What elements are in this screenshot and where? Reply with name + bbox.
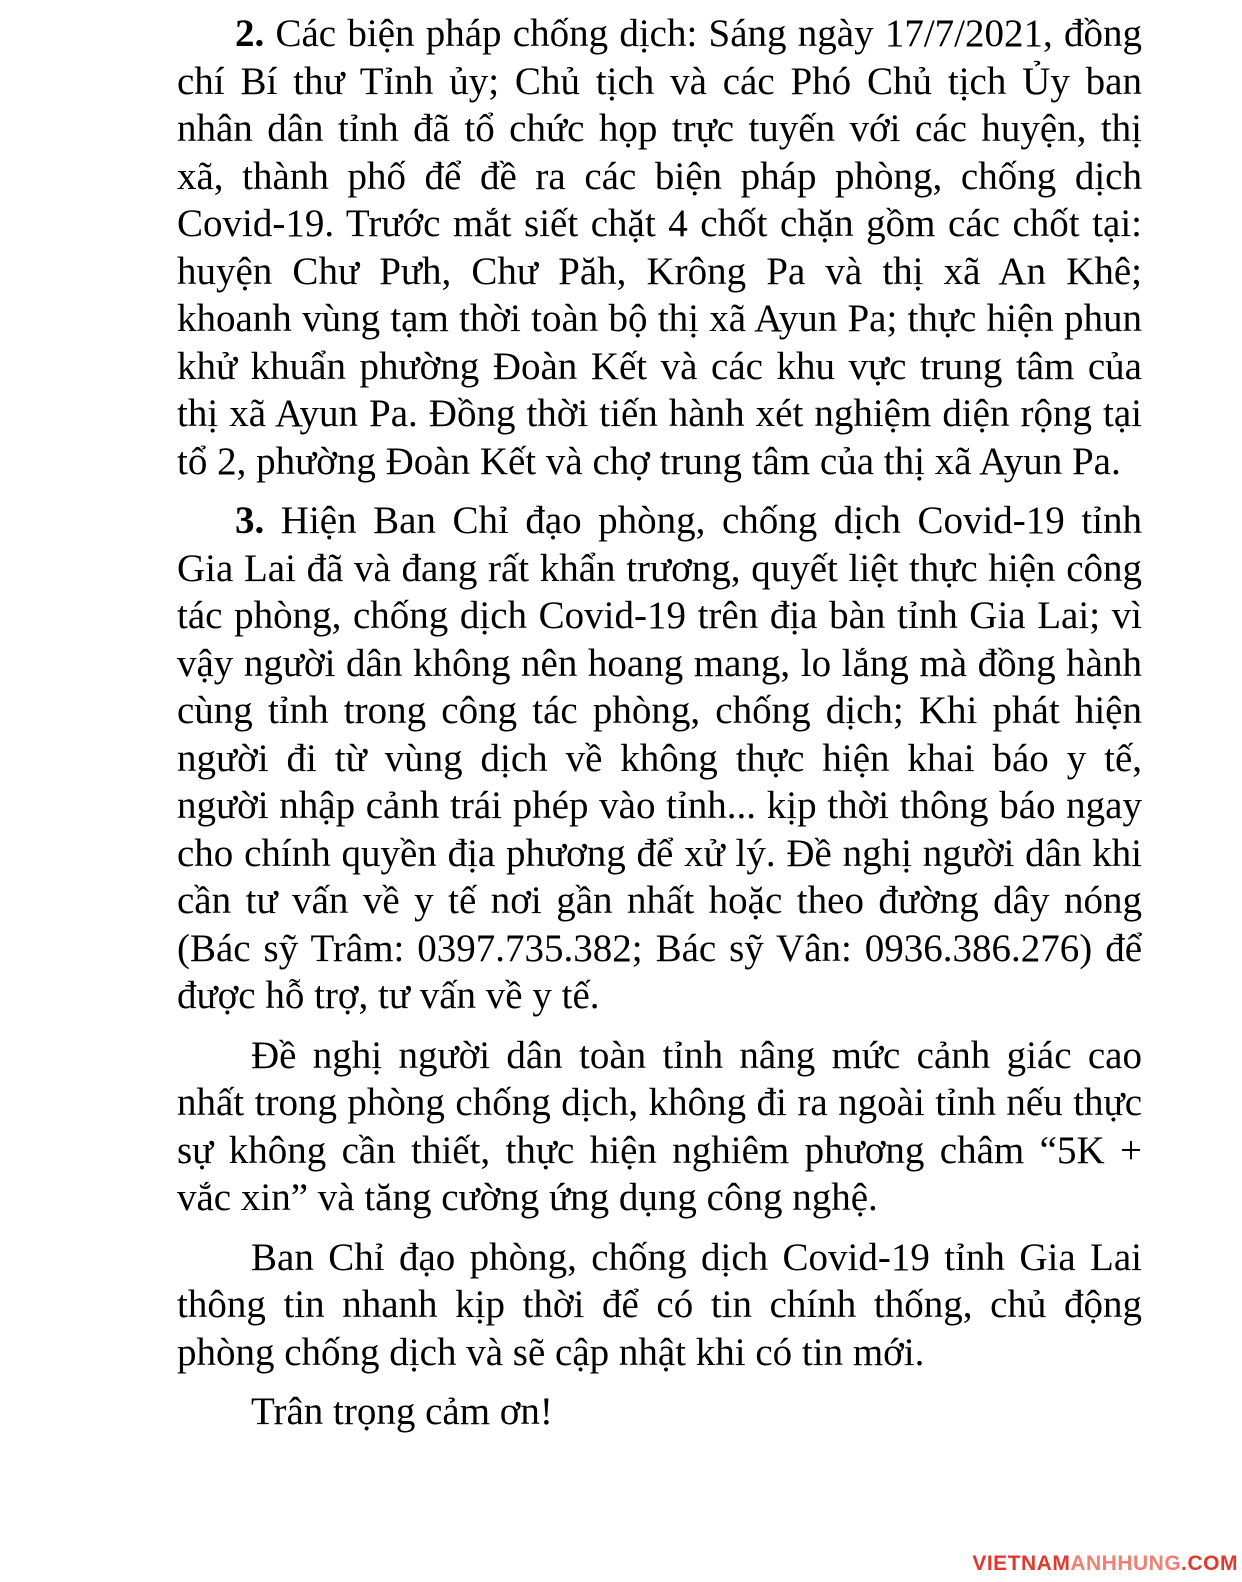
- site-watermark: [972, 1552, 1238, 1576]
- paragraph-number: 2.: [235, 12, 265, 55]
- paragraph-measures: [177, 10, 1142, 485]
- paragraph-text: Hiện Ban Chỉ đạo phòng, chống dịch Covid-19 tỉnh Gia Lai đã và đang rất khẩn trương, quyết liệt thực hiện công tác phòng, chống dịch Covid-19 trên địa bàn tỉnh Gia Lai; vì vậy người dân không nên hoang mang, lo lắng mà đồng hành cùng tỉnh trong công tác phòng, chống dịch; Khi phát hiện người đi từ vùng dịch về không thực hiện khai báo y tế, người nhập cảnh trái phép vào tỉnh... kịp thời thông báo ngay cho chính quyền địa phương để xử lý. Đề nghị người dân khi cần tư vấn về y tế nơi gần nhất hoặc theo đường dây nóng (Bác sỹ Trâm: 0397.735.382; Bác sỹ Vân: 0936.386.276) để được hỗ trợ, tư vấn về y tế.: [177, 499, 1142, 1017]
- paragraph-closing: [177, 1388, 1142, 1436]
- paragraph-text: Ban Chỉ đạo phòng, chống dịch Covid-19 tỉnh Gia Lai thông tin nhanh kịp thời để có tin chính thống, chủ động phòng chống dịch và sẽ cập nhật khi có tin mới.: [177, 1235, 1142, 1374]
- paragraph-steering-committee: [177, 497, 1142, 1020]
- paragraph-text: Các biện pháp chống dịch: Sáng ngày 17/7/2021, đồng chí Bí thư Tỉnh ủy; Chủ tịch và các Phó Chủ tịch Ủy ban nhân dân tỉnh đã tổ chức họp trực tuyến với các huyện, thị xã, thành phố để đề ra các biện pháp phòng, chống dịch Covid-19. Trước mắt siết chặt 4 chốt chặn gồm các chốt tại: huyện Chư Pưh, Chư Păh, Krông Pa và thị xã An Khê; khoanh vùng tạm thời toàn bộ thị xã Ayun Pa; thực hiện phun khử khuẩn phường Đoàn Kết và các khu vực trung tâm của thị xã Ayun Pa. Đồng thời tiến hành xét nghiệm diện rộng tại tổ 2, phường Đoàn Kết và chợ trung tâm của thị xã Ayun Pa.: [177, 12, 1142, 483]
- paragraph-number: 3.: [235, 499, 265, 542]
- paragraph-vigilance: [177, 1032, 1142, 1222]
- paragraph-text: Trân trọng cảm ơn!: [251, 1390, 553, 1433]
- watermark-part: ANHHUNG: [1070, 1552, 1182, 1575]
- watermark-part: .COM: [1181, 1552, 1238, 1575]
- paragraph-text: Đề nghị người dân toàn tỉnh nâng mức cảnh giác cao nhất trong phòng chống dịch, không đi ra ngoài tỉnh nếu thực sự không cần thiết, thực hiện nghiêm phương châm “5K + vắc xin” và tăng cường ứng dụng công nghệ.: [177, 1033, 1142, 1219]
- paragraph-information: [177, 1234, 1142, 1377]
- document-page: [177, 10, 1142, 1436]
- watermark-part: VIETNAM: [972, 1552, 1071, 1575]
